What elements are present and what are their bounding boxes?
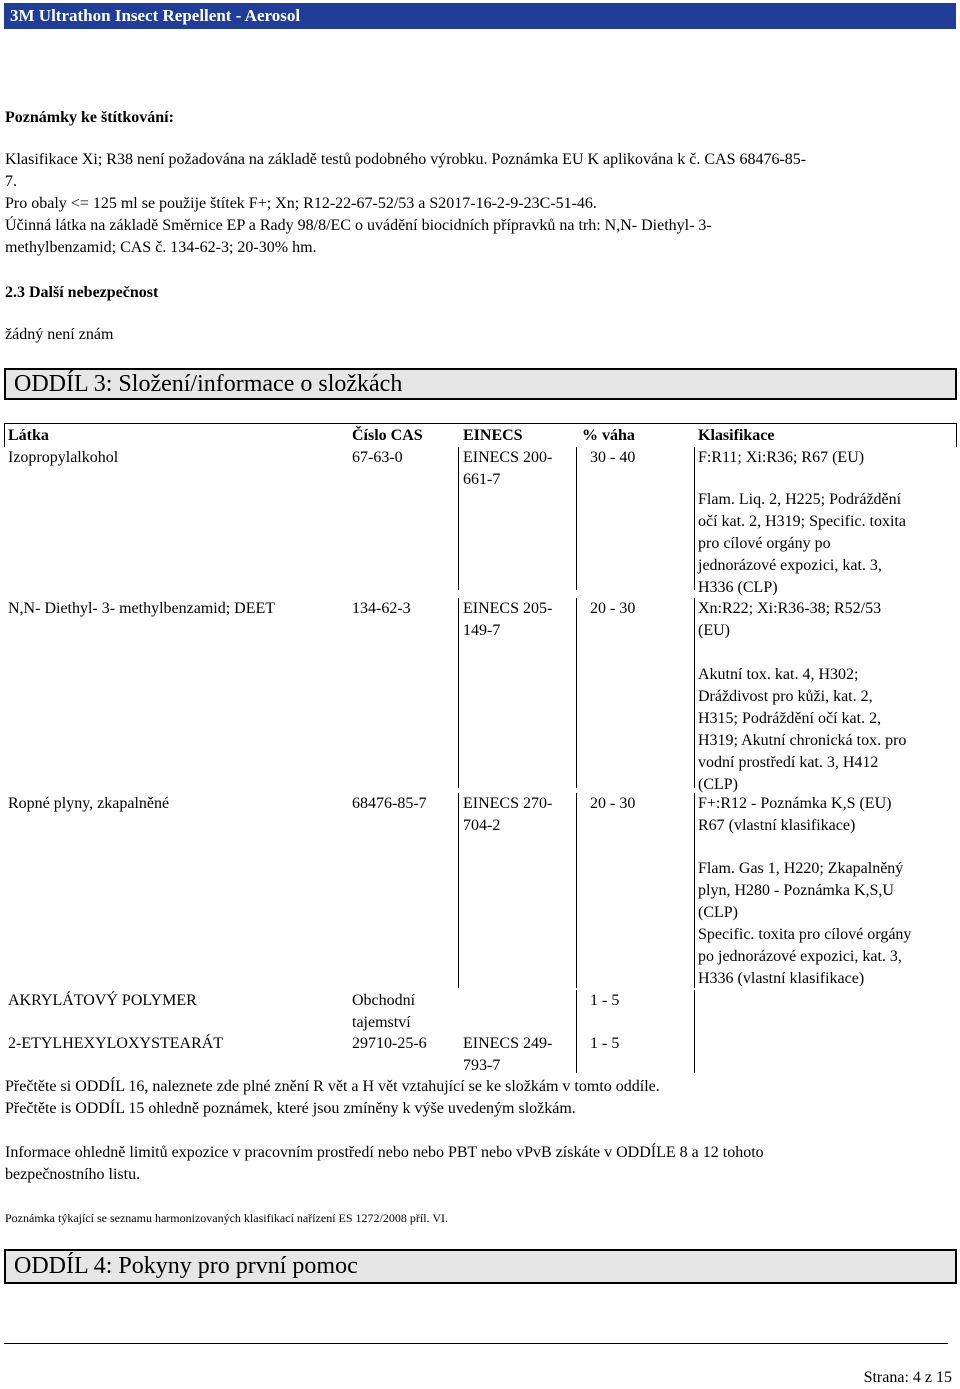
weight-range: 1 - 5 [590, 1035, 620, 1052]
einecs-number-line-1: EINECS 205- [463, 600, 553, 617]
einecs-number-line-2: 793-7 [463, 1057, 501, 1074]
classification-clp-6: (CLP) [698, 776, 738, 793]
einecs-number-line-1: EINECS 200- [463, 449, 553, 466]
document-title: 3M Ultrathon Insect Repellent - Aerosol [10, 6, 301, 25]
weight-range: 20 - 30 [590, 795, 636, 812]
note-exposure-line-1: Informace ohledně limitů expozice v pracovním prostředí nebo nebo PBT nebo vPvB získáte v ODDÍLE 8 a 12 tohoto [5, 1144, 764, 1161]
classification-clp-1: Flam. Liq. 2, H225; Podráždění [698, 491, 902, 508]
labeling-line-3: Pro obaly <= 125 ml se použije štítek F+; Xn; R12-22-67-52/53 a S2017-16-2-9-23C-51-46. [5, 195, 597, 212]
classification-clp-4: Specific. toxita pro cílové orgány [698, 926, 912, 943]
einecs-number-line-2: 704-2 [463, 817, 501, 834]
document-header [4, 3, 956, 29]
einecs-number-line-2: 661-7 [463, 471, 501, 488]
class-divider-3 [694, 793, 695, 988]
col-header-classification: Klasifikace [698, 427, 775, 444]
classification-clp-2: očí kat. 2, H319; Specific. toxita [698, 513, 906, 530]
labeling-line-5: methylbenzamid; CAS č. 134-62-3; 20-30% hm. [5, 239, 317, 256]
einecs-divider-2 [458, 598, 459, 788]
substance-name: Ropné plyny, zkapalněné [8, 795, 170, 812]
col-header-einecs: EINECS [463, 427, 523, 444]
cas-number-line-2: tajemství [352, 1014, 411, 1031]
labeling-line-4: Účinná látka na základě Směrnice EP a Rady 98/8/EC o uvádění biocidních přípravků na trh: N,N- Diethyl- 3- [5, 217, 712, 234]
section-3-title: ODDÍL 3: Složení/informace o složkách [14, 371, 403, 397]
other-hazards-text: žádný není znám [5, 326, 114, 343]
weight-divider-1 [576, 447, 577, 590]
class-divider-1 [694, 447, 695, 590]
table-left-border [4, 423, 5, 447]
einecs-divider-1 [458, 447, 459, 590]
note-harmonized-classification: Poznámka týkající se seznamu harmonizovaných klasifikací nařízení ES 1272/2008 příl. VI. [5, 1211, 448, 1225]
classification-eu-2: R67 (vlastní klasifikace) [698, 817, 856, 834]
cas-number: 67-63-0 [352, 449, 403, 466]
other-hazards-heading: 2.3 Další nebezpečnost [5, 284, 159, 301]
cas-number: 68476-85-7 [352, 795, 427, 812]
col-header-weight: % váha [582, 427, 635, 444]
cas-number-line-1: Obchodní [352, 992, 416, 1009]
class-divider-2 [694, 598, 695, 788]
col-header-substance: Látka [8, 427, 49, 444]
note-section-15: Přečtěte is ODDÍL 15 ohledně poznámek, které jsou zmíněny k výše uvedeným složkám. [5, 1100, 576, 1117]
classification-clp-5: vodní prostředí kat. 3, H412 [698, 754, 879, 771]
class-divider-4 [694, 990, 695, 1073]
einecs-number-line-1: EINECS 270- [463, 795, 553, 812]
labeling-line-2: 7. [5, 173, 17, 190]
weight-range: 1 - 5 [590, 992, 620, 1009]
weight-range: 20 - 30 [590, 600, 636, 617]
section-4-heading [4, 1249, 957, 1284]
section-4-title: ODDÍL 4: Pokyny pro první pomoc [14, 1253, 358, 1279]
section-3-heading [4, 368, 957, 400]
substance-name: 2-ETYLHEXYLOXYSTEARÁT [8, 1035, 224, 1052]
table-top-border [4, 423, 957, 424]
substance-name: AKRYLÁTOVÝ POLYMER [8, 992, 197, 1009]
classification-eu: F:R11; Xi:R36; R67 (EU) [698, 449, 865, 466]
einecs-number-line-1: EINECS 249- [463, 1035, 553, 1052]
page-number: Strana: 4 z 15 [863, 1369, 952, 1386]
classification-clp-2: Dráždivost pro kůži, kat. 2, [698, 688, 873, 705]
classification-clp-2: plyn, H280 - Poznámka K,S,U [698, 882, 894, 899]
table-right-border [956, 423, 957, 447]
classification-clp-1: Akutní tox. kat. 4, H302; [698, 666, 859, 683]
einecs-number-line-2: 149-7 [463, 622, 501, 639]
footer-rule [4, 1343, 948, 1344]
substance-name: N,N- Diethyl- 3- methylbenzamid; DEET [8, 600, 276, 617]
classification-eu-2: (EU) [698, 622, 730, 639]
classification-eu-1: F+:R12 - Poznámka K,S (EU) [698, 795, 892, 812]
einecs-divider-3 [458, 793, 459, 988]
classification-clp-1: Flam. Gas 1, H220; Zkapalněný [698, 860, 904, 877]
classification-clp-5: po jednorázové expozici, kat. 3, [698, 948, 902, 965]
classification-clp-4: jednorázové expozici, kat. 3, [698, 557, 882, 574]
classification-clp-6: H336 (vlastní klasifikace) [698, 970, 865, 987]
note-exposure-line-2: bezpečnostního listu. [5, 1166, 141, 1183]
note-section-16: Přečtěte si ODDÍL 16, naleznete zde plné znění R vět a H vět vztahující se ke složkám v tomto oddíle. [5, 1078, 660, 1095]
weight-divider-4 [576, 990, 577, 1073]
substance-name: Izopropylalkohol [8, 449, 119, 466]
labeling-heading: Poznámky ke štítkování: [5, 109, 174, 126]
classification-clp-3: pro cílové orgány po [698, 535, 831, 552]
weight-divider-3 [576, 793, 577, 988]
cas-number: 134-62-3 [352, 600, 411, 617]
classification-clp-4: H319; Akutní chronická tox. pro [698, 732, 907, 749]
weight-divider-2 [576, 598, 577, 788]
weight-range: 30 - 40 [590, 449, 636, 466]
classification-clp-3: (CLP) [698, 904, 738, 921]
classification-clp-3: H315; Podráždění očí kat. 2, [698, 710, 882, 727]
classification-clp-5: H336 (CLP) [698, 579, 778, 596]
cas-number: 29710-25-6 [352, 1035, 427, 1052]
labeling-line-1: Klasifikace Xi; R38 není požadována na základě testů podobného výrobku. Poznámka EU K aplikována k č. CAS 68476-85- [5, 151, 807, 168]
classification-eu-1: Xn:R22; Xi:R36-38; R52/53 [698, 600, 882, 617]
col-header-cas: Číslo CAS [352, 427, 423, 444]
